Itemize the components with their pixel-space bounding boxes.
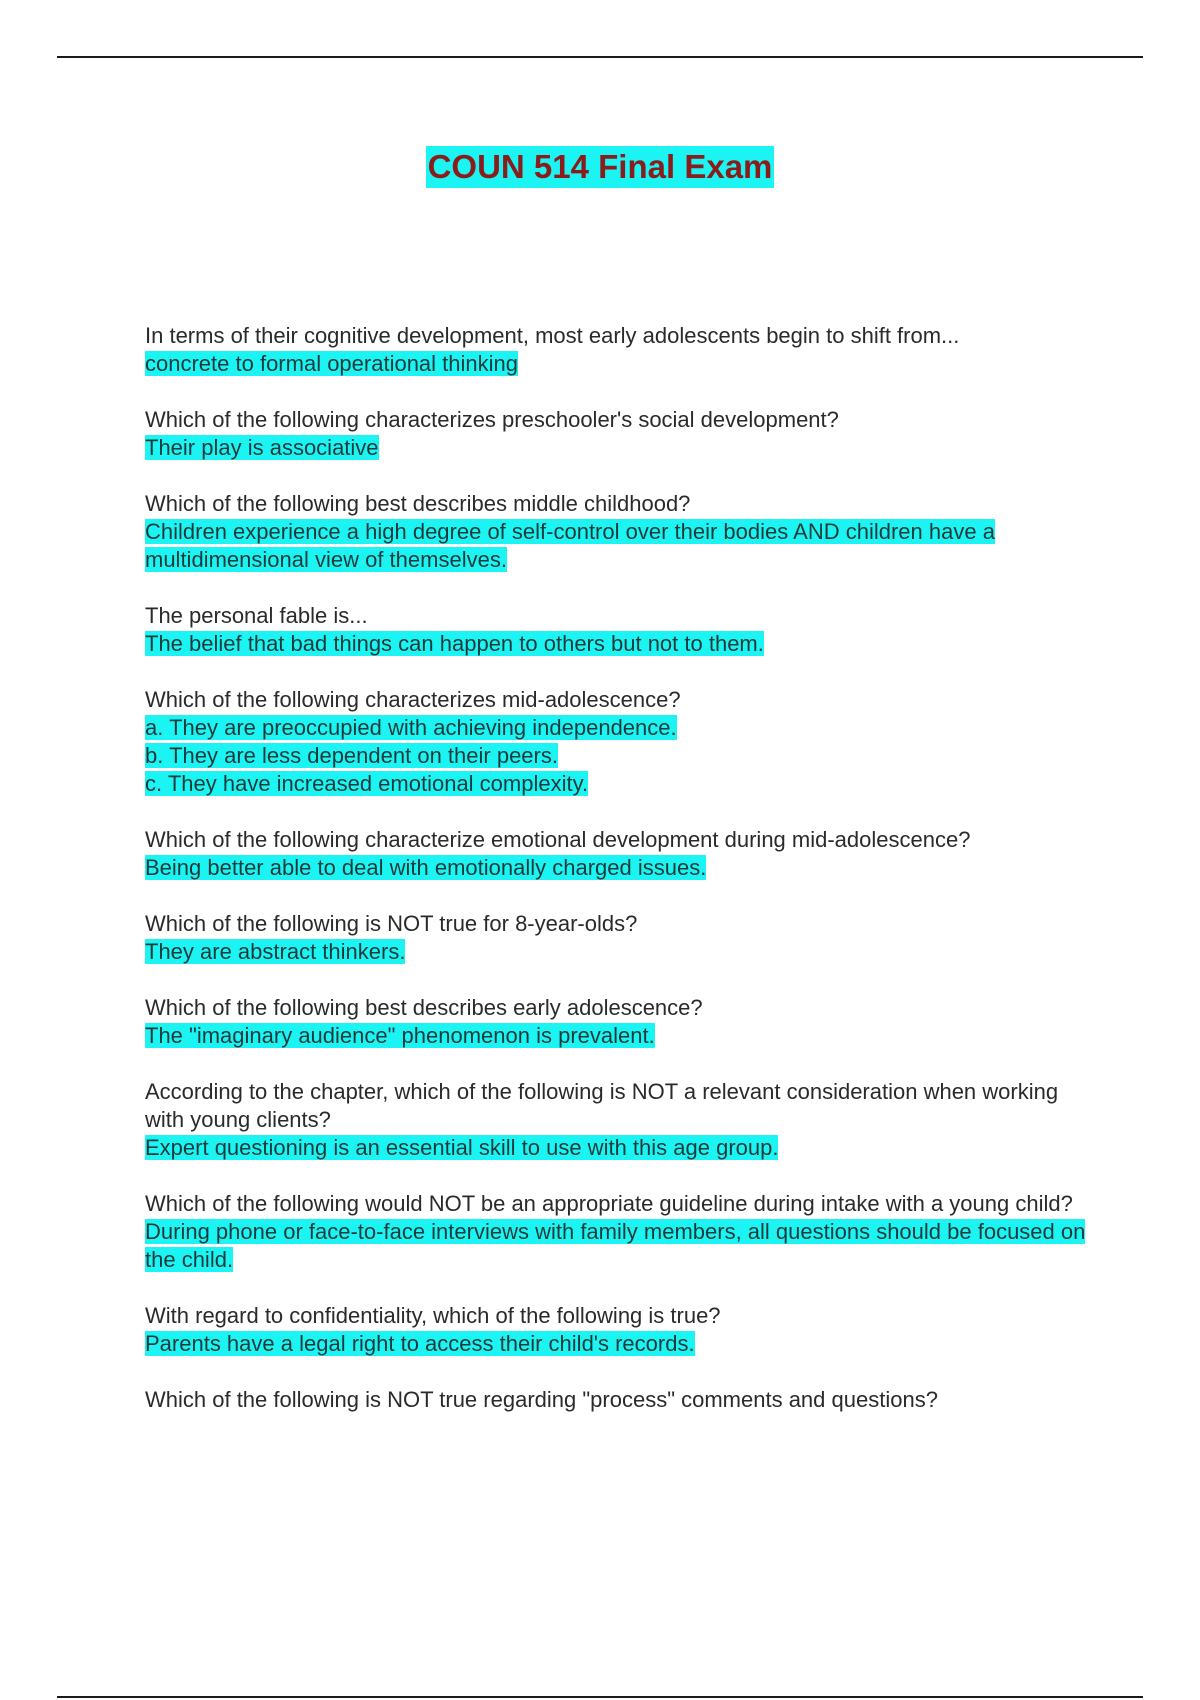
- answer-line: [145, 1218, 1090, 1274]
- question-text: Which of the following best describes middle childhood?: [145, 491, 691, 516]
- question-text: According to the chapter, which of the following is NOT a relevant consideration when working with young clients?: [145, 1079, 1059, 1132]
- answer-line: [145, 1022, 1090, 1050]
- question-item: [145, 686, 1090, 798]
- question-text: Which of the following best describes early adolescence?: [145, 995, 703, 1020]
- question-text: Which of the following characterize emotional development during mid-adolescence?: [145, 827, 971, 852]
- highlighted-answer: Expert questioning is an essential skill to use with this age group.: [145, 1135, 779, 1160]
- highlighted-answer: The "imaginary audience" phenomenon is prevalent.: [145, 1023, 655, 1048]
- highlighted-answer: They are abstract thinkers.: [145, 939, 406, 964]
- question-text: In terms of their cognitive development, most early adolescents begin to shift from...: [145, 323, 960, 348]
- highlighted-answer: b. They are less dependent on their peers.: [145, 743, 558, 768]
- title-block: [0, 146, 1200, 188]
- question-item: [145, 1386, 1090, 1414]
- highlighted-answer: The belief that bad things can happen to others but not to them.: [145, 631, 764, 656]
- highlighted-answer: a. They are preoccupied with achieving independence.: [145, 715, 677, 740]
- highlighted-answer: Parents have a legal right to access their child's records.: [145, 1331, 695, 1356]
- highlighted-answer: Their play is associative: [145, 435, 379, 460]
- question-item: [145, 322, 1090, 378]
- question-item: [145, 994, 1090, 1050]
- answer-line: [145, 1134, 1090, 1162]
- question-item: [145, 490, 1090, 574]
- answer-line: [145, 742, 1090, 770]
- answer-line: [145, 714, 1090, 742]
- question-text: Which of the following characterizes preschooler's social development?: [145, 407, 839, 432]
- highlighted-answer: c. They have increased emotional complexity.: [145, 771, 589, 796]
- top-rule: [57, 56, 1143, 58]
- bottom-rule: [57, 1696, 1143, 1698]
- question-list: [145, 322, 1090, 1442]
- answer-line: [145, 518, 1090, 574]
- question-text: Which of the following characterizes mid-adolescence?: [145, 687, 681, 712]
- question-item: [145, 406, 1090, 462]
- answer-line: [145, 854, 1090, 882]
- highlighted-answer: concrete to formal operational thinking: [145, 351, 518, 376]
- question-item: [145, 1302, 1090, 1358]
- highlighted-answer: During phone or face-to-face interviews with family members, all questions should be focused on the child.: [145, 1219, 1086, 1272]
- question-text: With regard to confidentiality, which of the following is true?: [145, 1303, 721, 1328]
- answer-line: [145, 1330, 1090, 1358]
- answer-line: [145, 770, 1090, 798]
- highlighted-answer: Children experience a high degree of self-control over their bodies AND children have a multidimensional view of themselves.: [145, 519, 995, 572]
- answer-line: [145, 630, 1090, 658]
- question-item: [145, 1190, 1090, 1274]
- question-text: Which of the following is NOT true for 8-year-olds?: [145, 911, 638, 936]
- question-item: [145, 826, 1090, 882]
- question-text: The personal fable is...: [145, 603, 368, 628]
- question-item: [145, 910, 1090, 966]
- question-item: [145, 1078, 1090, 1162]
- highlighted-answer: Being better able to deal with emotionally charged issues.: [145, 855, 707, 880]
- answer-line: [145, 938, 1090, 966]
- question-item: [145, 602, 1090, 658]
- question-text: Which of the following would NOT be an appropriate guideline during intake with a young child?: [145, 1191, 1073, 1216]
- page-title: COUN 514 Final Exam: [426, 146, 775, 188]
- answer-line: [145, 434, 1090, 462]
- answer-line: [145, 350, 1090, 378]
- question-text: Which of the following is NOT true regarding "process" comments and questions?: [145, 1387, 938, 1412]
